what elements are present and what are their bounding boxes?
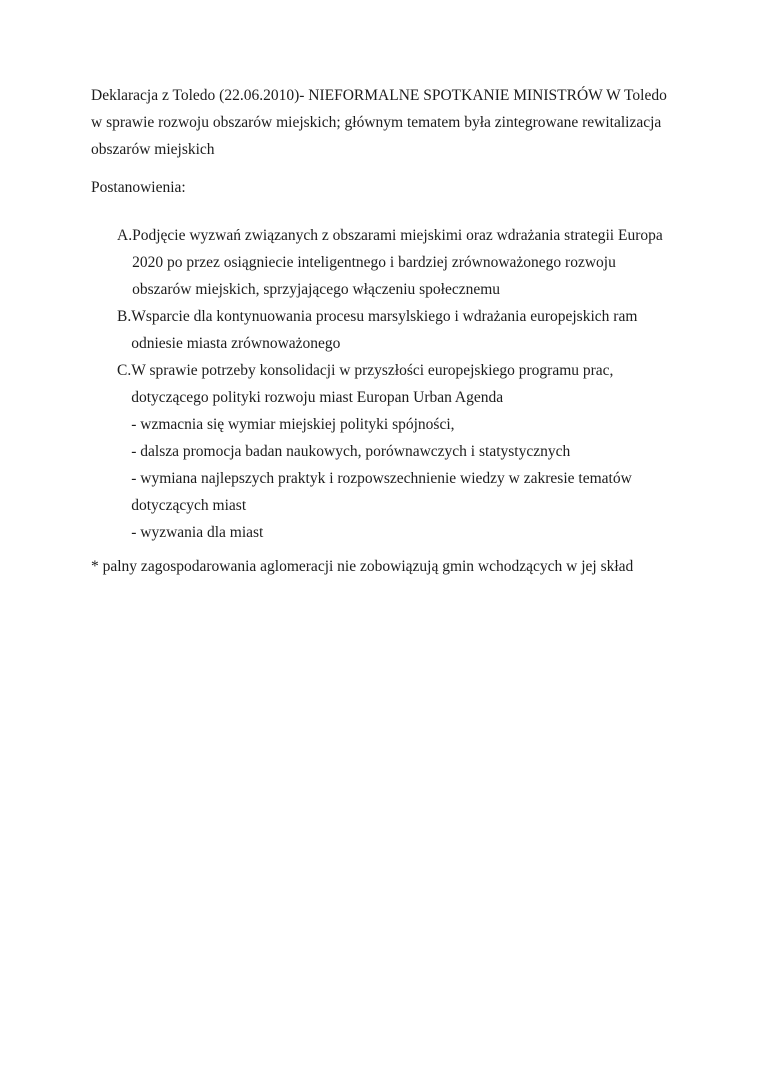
- list-item-b-text: [131, 303, 672, 357]
- text-line: Wsparcie dla kontynuowania procesu marsylskiego i wdrażania europejskich ram: [131, 308, 638, 325]
- list-item-a: [91, 222, 672, 303]
- text-line: W sprawie potrzeby konsolidacji w przyszłości europejskiego programu prac,: [131, 362, 614, 379]
- text-line: Podjęcie wyzwań związanych z obszarami miejskimi oraz wdrażania strategii Europa: [132, 227, 663, 244]
- text-line: dotyczących miast: [131, 497, 247, 514]
- text-line: - wzmacnia się wymiar miejskiej polityki spójności,: [131, 416, 455, 433]
- text-line: obszarów miejskich: [91, 141, 215, 158]
- list-marker-a: A.: [117, 227, 133, 244]
- footnote: * palny zagospodarowania aglomeracji nie zobowiązują gmin wchodzących w jej skład: [91, 558, 634, 575]
- list-marker-b: B.: [117, 308, 132, 325]
- list-item-b: [91, 303, 672, 357]
- text-line: - dalsza promocja badan naukowych, porównawczych i statystycznych: [131, 443, 571, 460]
- text-line: odniesie miasta zrównoważonego: [131, 335, 341, 352]
- intro-paragraph: [91, 82, 672, 163]
- text-line: obszarów miejskich, sprzyjającego włączeniu społecznemu: [132, 281, 501, 298]
- text-line: w sprawie rozwoju obszarów miejskich; głównym tematem była zintegrowane rewitalizacja: [91, 114, 662, 131]
- list-item-c: [91, 357, 672, 546]
- text-line: dotyczącego polityki rozwoju miast Europan Urban Agenda: [131, 389, 504, 406]
- resolutions-list: [91, 222, 672, 546]
- text-line: - wyzwania dla miast: [131, 524, 264, 541]
- text-line: - wymiana najlepszych praktyk i rozpowszechnienie wiedzy w zakresie tematów: [131, 470, 632, 487]
- list-marker-c: C.: [117, 362, 132, 379]
- list-item-a-text: [132, 222, 672, 303]
- list-item-c-text: [131, 357, 672, 546]
- text-line: 2020 po przez osiągniecie inteligentnego i bardziej zrównoważonego rozwoju: [132, 254, 616, 271]
- section-heading: Postanowienia:: [91, 179, 186, 196]
- text-line: Deklaracja z Toledo (22.06.2010)- NIEFORMALNE SPOTKANIE MINISTRÓW W Toledo: [91, 87, 667, 104]
